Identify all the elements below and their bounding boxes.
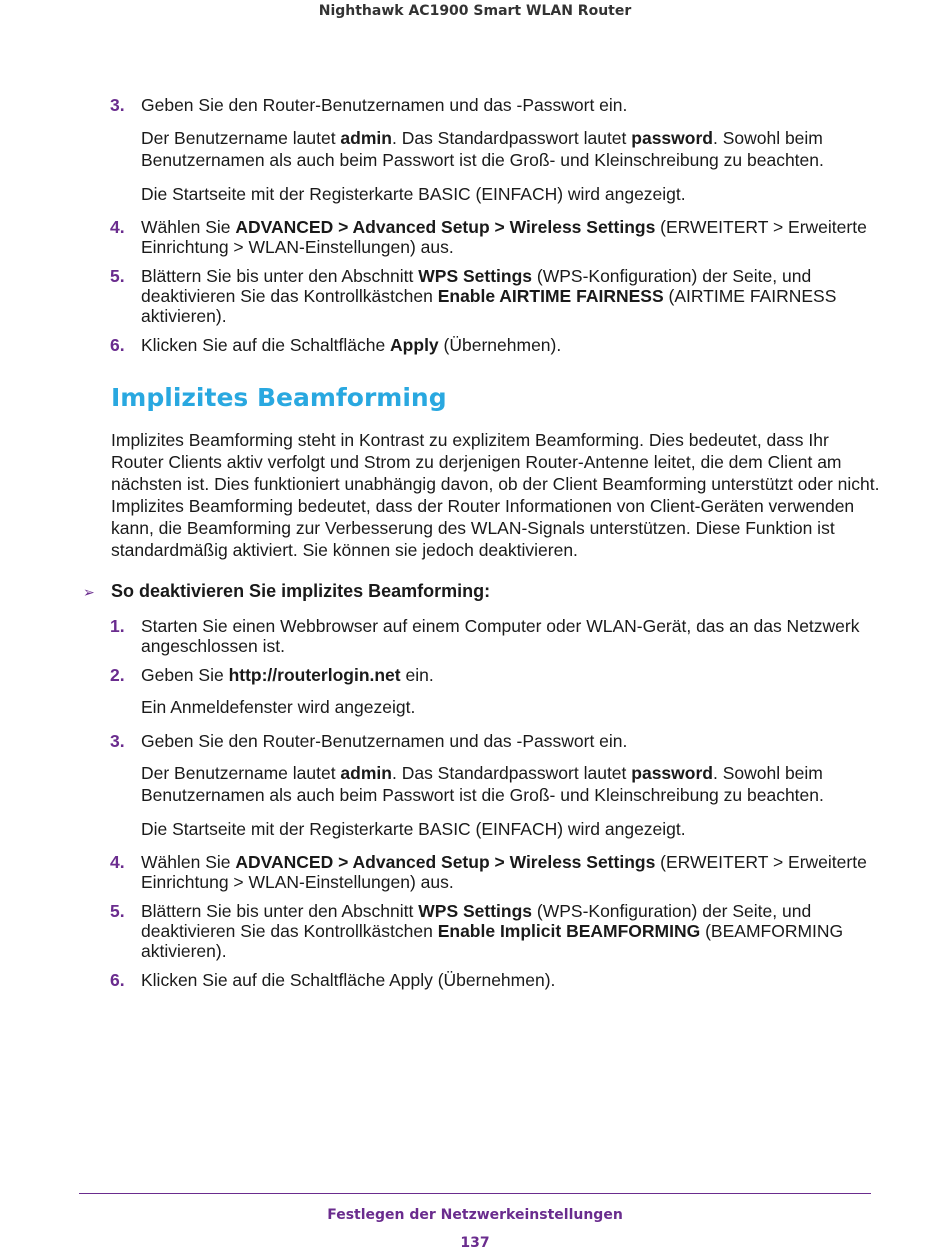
- step-4b: 4. Wählen Sie ADVANCED > Advanced Setup > Wireless Settings (ERWEITERT > Erweiterte Einrichtung > WLAN-Einstellungen) aus.: [110, 852, 867, 892]
- step-5b: 5. Blättern Sie bis unter den Abschnitt WPS Settings (WPS-Konfiguration) der Seite, und deaktivieren Sie das Kontrollkästchen Enable Implicit BEAMFORMING (BEAMFORMING aktivieren).: [110, 901, 844, 961]
- step-5: 5. Blättern Sie bis unter den Abschnitt WPS Settings (WPS-Konfiguration) der Seite, und deaktivieren Sie das Kontrollkästchen Enable AIRTIME FAIRNESS (AIRTIME FAIRNESS aktivieren).: [110, 266, 837, 326]
- step-6b: 6. Klicken Sie auf die Schaltfläche Apply (Übernehmen).: [110, 970, 556, 990]
- intro-paragraph: Implizites Beamforming steht in Kontrast zu explizitem Beamforming. Dies bedeutet, dass Ihr Router Clients aktiv verfolgt und Strom zu derjenigen Router-Antenne leitet, die dem Client am nächsten ist. Dies funktioniert unabhängig davon, ob der Client Beamforming unterstützt oder nicht. Implizites Beamforming bedeutet, dass der Router Informationen von Client-Geräten verwenden kann, die Beamforming zur Verbesserung des WLAN-Signals unterstützen. Diese Funktion ist standardmäßig aktiviert. Sie können sie jedoch deaktivieren.: [111, 430, 880, 560]
- home-page-paragraph: Die Startseite mit der Registerkarte BASIC (EINFACH) wird angezeigt.: [141, 184, 686, 204]
- procedure-title: ➢ So deaktivieren Sie implizites Beamforming:: [83, 581, 491, 601]
- step-4: 4. Wählen Sie ADVANCED > Advanced Setup > Wireless Settings (ERWEITERT > Erweiterte Einrichtung > WLAN-Einstellungen) aus.: [110, 217, 867, 257]
- step-1: 1. Starten Sie einen Webbrowser auf einem Computer oder WLAN-Gerät, das an das Netzwerk angeschlossen ist.: [110, 616, 860, 656]
- step-2: 2. Geben Sie http://routerlogin.net ein.: [110, 665, 434, 685]
- footer-divider: [79, 1193, 871, 1194]
- page-number: 137: [460, 1235, 490, 1251]
- home-page-paragraph-2: Die Startseite mit der Registerkarte BASIC (EINFACH) wird angezeigt.: [141, 819, 686, 839]
- step-6: 6. Klicken Sie auf die Schaltfläche Apply (Übernehmen).: [110, 335, 562, 355]
- credentials-paragraph: Der Benutzername lautet admin. Das Standardpasswort lautet password. Sowohl beim Benutzernamen als auch beim Passwort ist die Groß- und Kleinschreibung zu beachten.: [141, 128, 824, 170]
- step-number: 3.: [110, 95, 125, 115]
- running-header: Nighthawk AC1900 Smart WLAN Router: [318, 3, 632, 19]
- arrow-bullet-icon: ➢: [83, 584, 95, 600]
- step-text: Geben Sie den Router-Benutzernamen und das -Passwort ein.: [141, 95, 628, 115]
- credentials-paragraph-2: Der Benutzername lautet admin. Das Standardpasswort lautet password. Sowohl beim Benutzernamen als auch beim Passwort ist die Groß- und Kleinschreibung zu beachten.: [141, 763, 824, 805]
- step-3b: 3. Geben Sie den Router-Benutzernamen und das -Passwort ein.: [110, 731, 628, 751]
- section-heading: Implizites Beamforming: [111, 383, 447, 412]
- login-paragraph: Ein Anmeldefenster wird angezeigt.: [141, 697, 416, 717]
- step-3: [110, 95, 880, 115]
- router-url: http://routerlogin.net: [228, 665, 401, 685]
- footer-chapter: Festlegen der Netzwerkeinstellungen: [327, 1207, 623, 1223]
